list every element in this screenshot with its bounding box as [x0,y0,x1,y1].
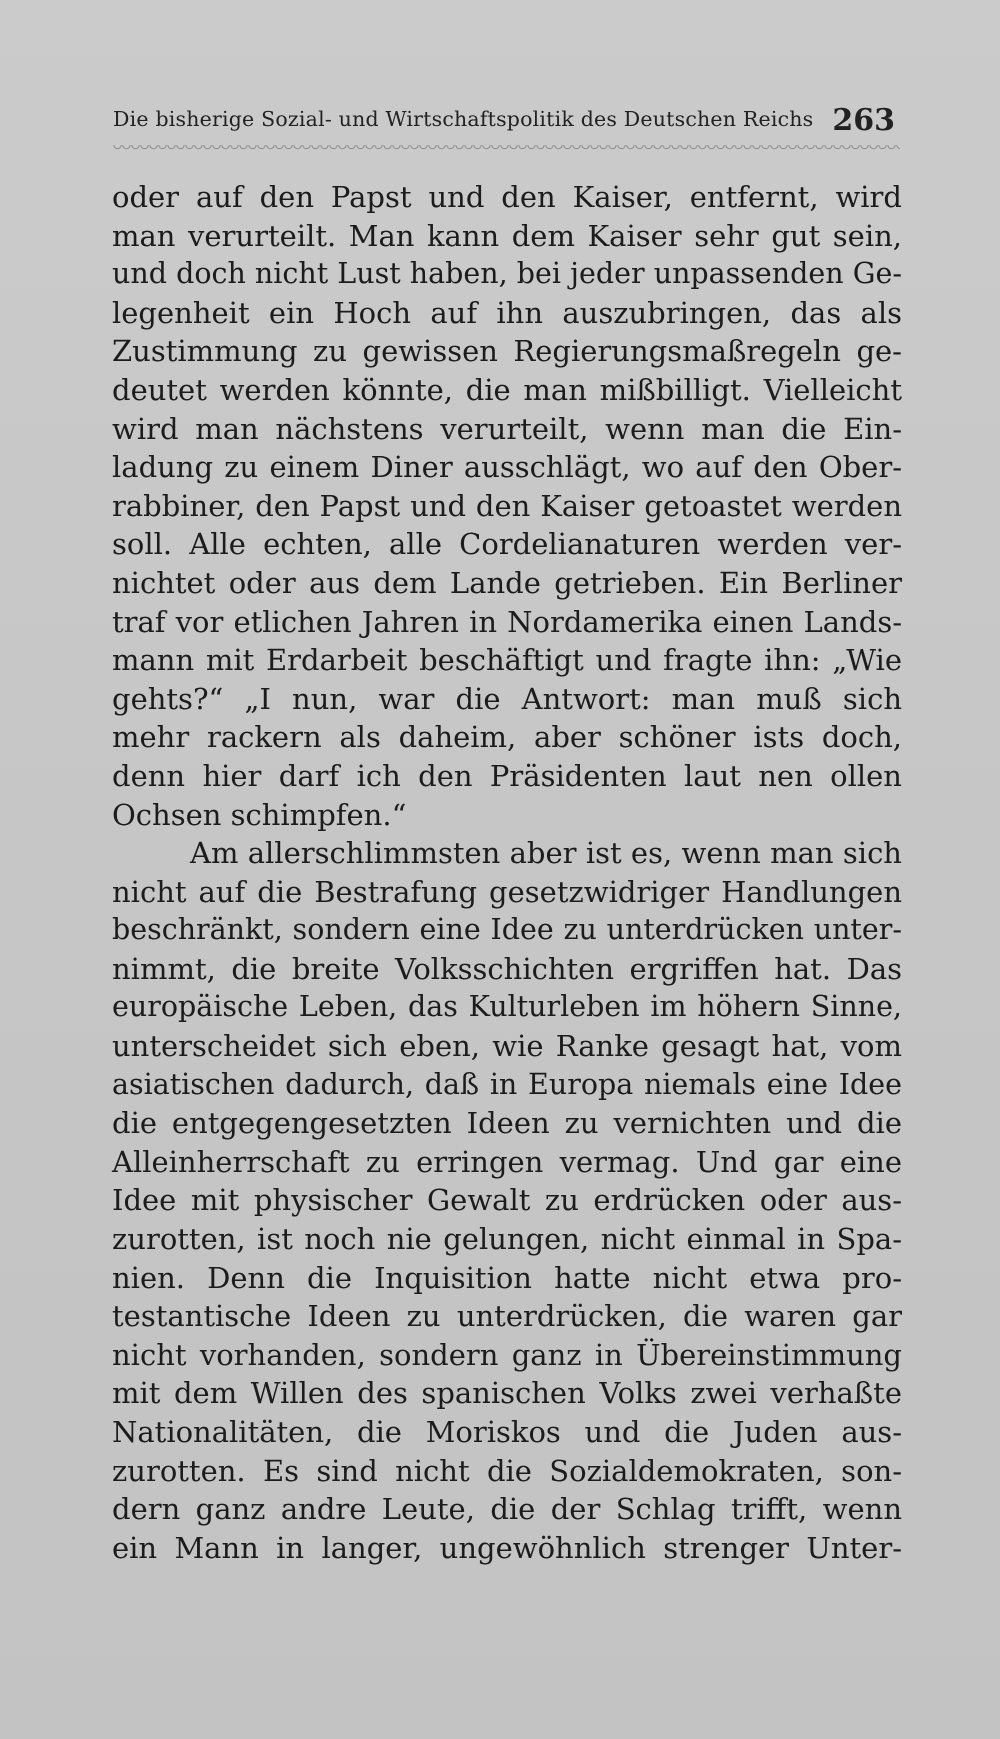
body-text [112,178,902,1567]
text-line: wird man nächstens verurteilt, wenn man die Ein- [112,411,902,446]
page-number: 263 [832,103,895,138]
text-line: und doch nicht Lust haben, bei jeder unpassenden Ge- [112,257,902,291]
text-line: oder auf den Papst und den Kaiser, entfernt, wird [112,180,902,214]
text-line: rabbiner, den Papst und den Kaiser getoastet werden [112,488,902,523]
text-line: Idee mit physischer Gewalt zu erdrücken oder aus- [112,1183,902,1218]
running-title: Die bisherige Sozial- und Wirtschaftspolitik des Deutschen Reichs [113,107,814,131]
text-line: Nationalitäten, die Moriskos und die Juden aus- [112,1415,902,1449]
text-line: gehts?“ „I nun, war die Antwort: man muß sich [112,681,902,716]
text-line: man verurteilt. Man kann dem Kaiser sehr gut sein, [112,218,902,253]
text-line: unterscheidet sich eben, wie Ranke gesagt hat, vom [112,1029,902,1064]
text-line: nicht vorhanden, sondern ganz in Übereinstimmung [112,1337,902,1372]
text-line: Alleinherrschaft zu erringen vermag. Und gar eine [112,1144,902,1179]
text-line: testantische Ideen zu unterdrücken, die waren gar [112,1299,902,1334]
text-line: zurotten, ist noch nie gelungen, nicht einmal in Spa- [112,1222,902,1257]
text-line: mehr rackern als daheim, aber schöner ists doch, [112,720,902,755]
page-header [113,103,903,145]
text-line: nimmt, die breite Volksschichten ergriffen hat. Das [112,951,902,986]
text-line: europäische Leben, das Kulturleben im höhern Sinne, [112,990,902,1024]
text-line: denn hier darf ich den Präsidenten laut nen ollen [112,758,902,793]
text-line: beschränkt, sondern eine Idee zu unterdrücken unter- [112,913,902,947]
text-line: traf vor etlichen Jahren in Nordamerika einen Lands- [112,604,902,639]
text-line: zurotten. Es sind nicht die Sozialdemokraten, son- [112,1453,902,1488]
text-line: mann mit Erdarbeit beschäftigt und fragte ihn: „Wie [112,643,902,678]
text-line: asiatischen dadurch, daß in Europa niemals eine Idee [112,1067,902,1101]
text-line: die entgegengesetzten Ideen zu vernichten und die [112,1106,902,1141]
paragraph-first-line: Am allerschlimmsten aber ist es, wenn man sich [190,836,902,871]
header-rule [113,145,900,151]
text-line: legenheit ein Hoch auf ihn auszubringen, das als [112,295,902,330]
text-line: dern ganz andre Leute, die der Schlag trifft, wenn [112,1492,902,1527]
text-line: soll. Alle echten, alle Cordelianaturen werden ver- [112,527,902,562]
text-line: nicht auf die Bestrafung gesetzwidriger Handlungen [112,874,902,909]
text-line: ladung zu einem Diner ausschlägt, wo auf den Ober- [112,450,902,485]
text-line: nien. Denn die Inquisition hatte nicht etwa pro- [112,1260,902,1295]
text-line: mit dem Willen des spanischen Volks zwei verhaßte [112,1376,902,1411]
text-line: nichtet oder aus dem Lande getrieben. Ein Berliner [112,565,902,600]
text-line: Zustimmung zu gewissen Regierungsmaßregeln ge- [112,334,902,369]
text-line: deutet werden könnte, die man mißbilligt. Vielleicht [112,372,902,407]
text-line: Ochsen schimpfen.“ [112,797,407,832]
text-line: ein Mann in langer, ungewöhnlich strenger Unter- [112,1530,902,1565]
